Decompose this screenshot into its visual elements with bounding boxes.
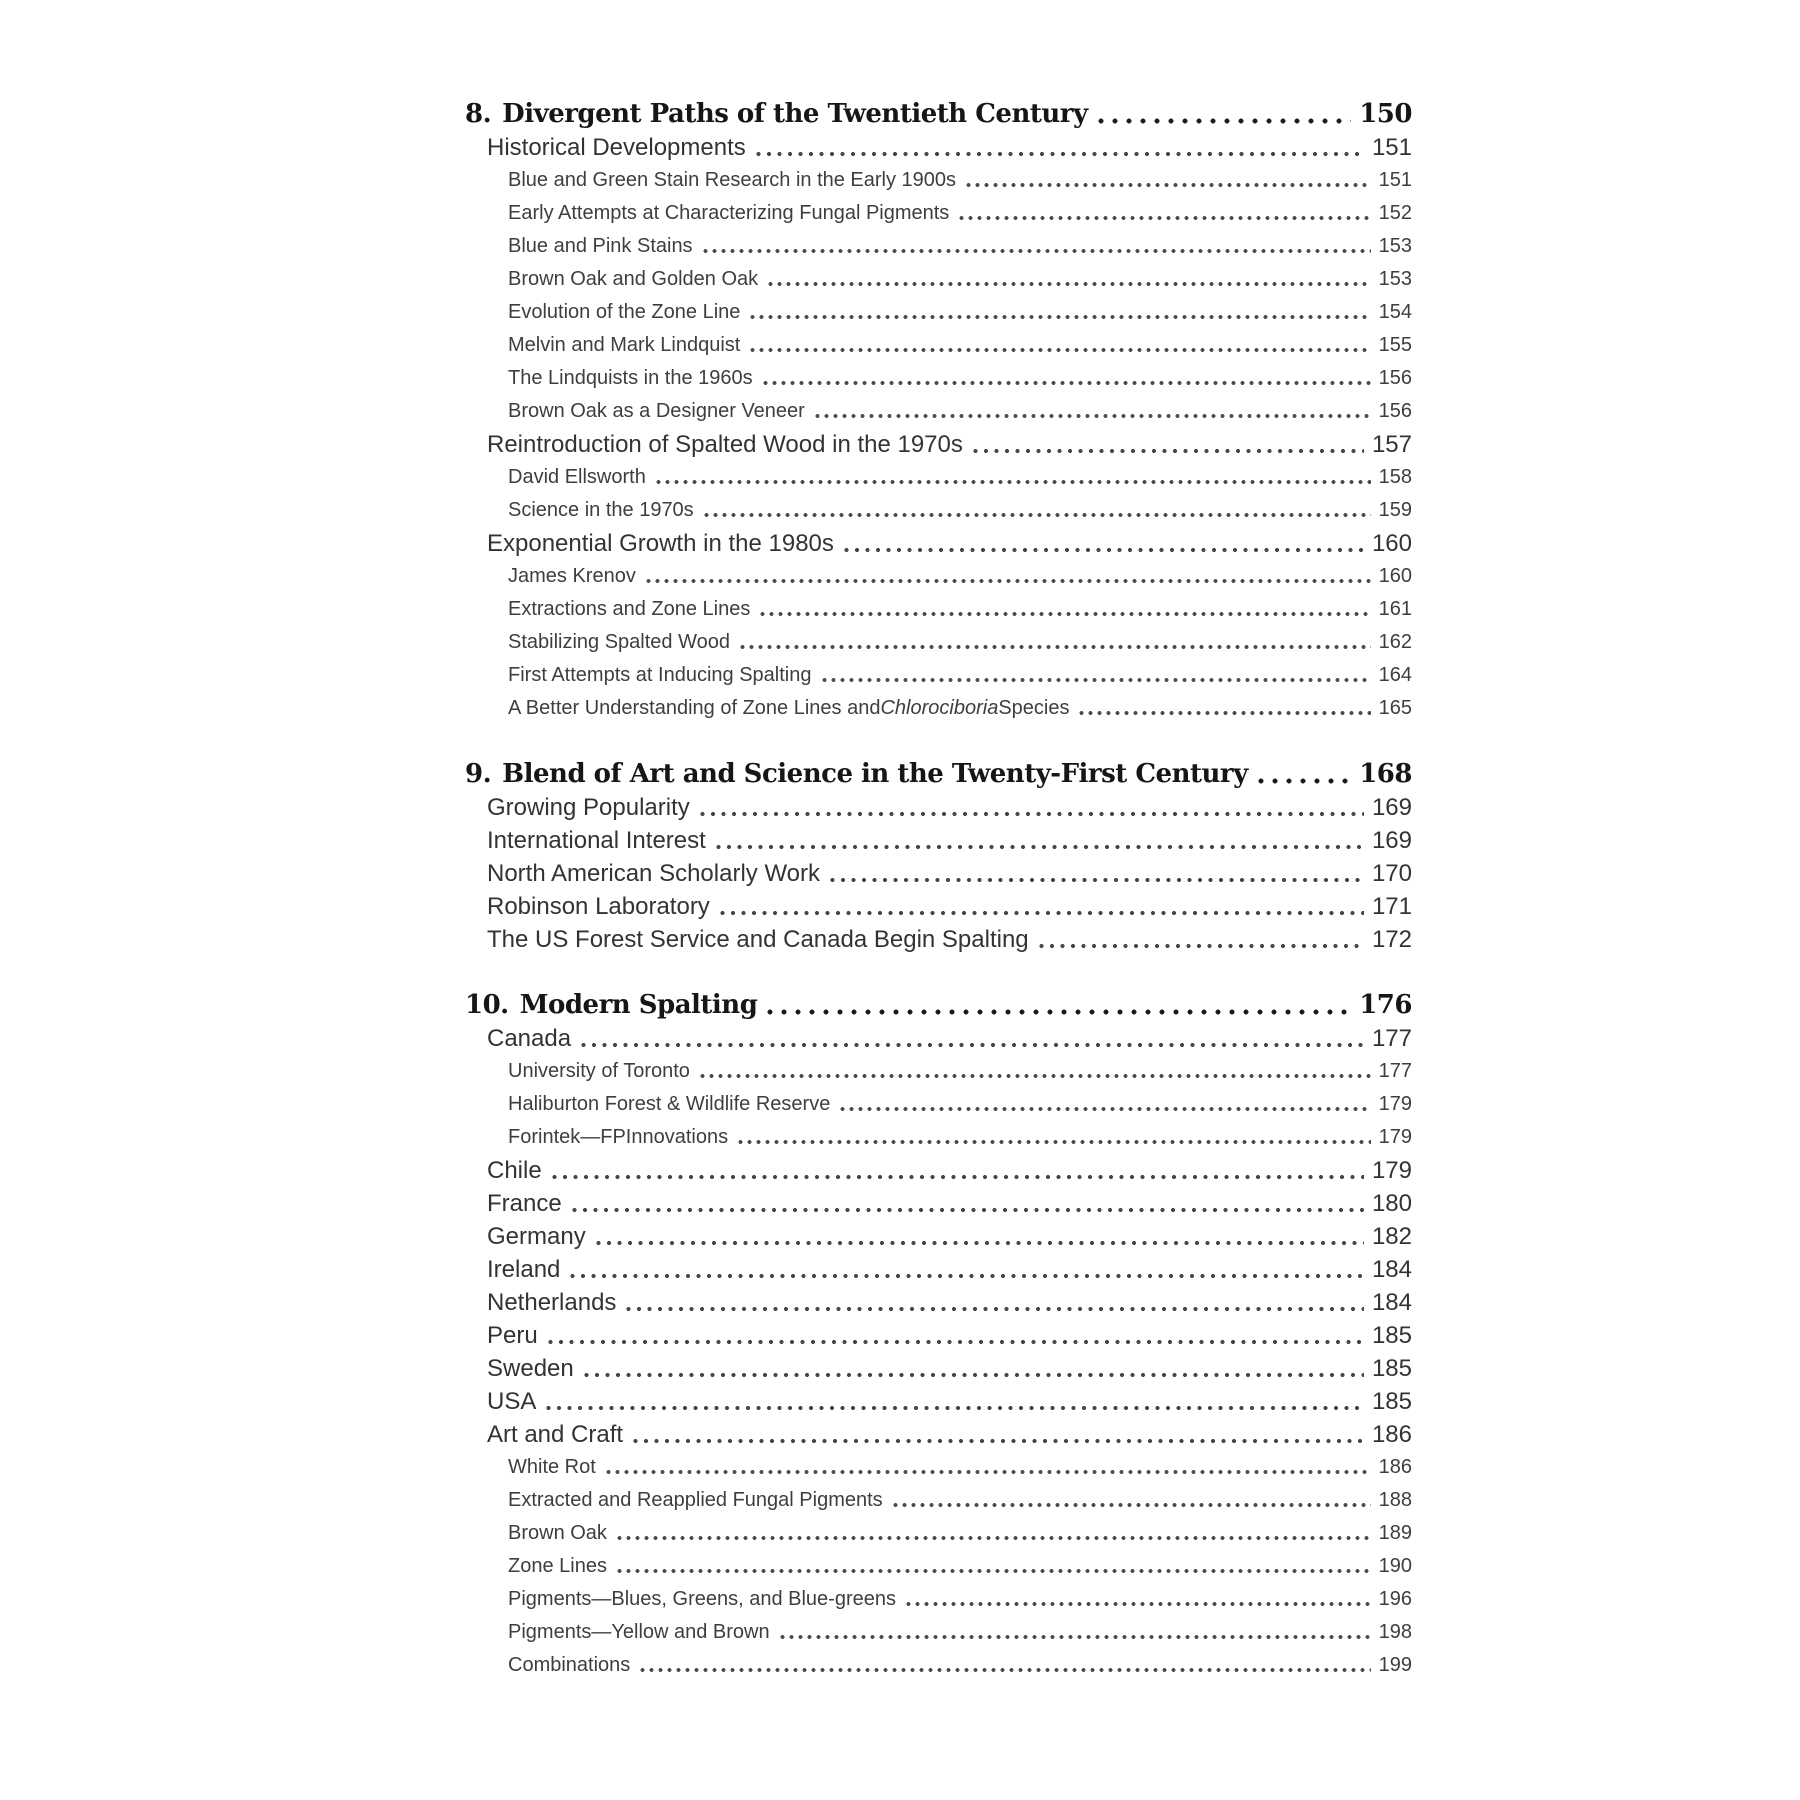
page-number: 152	[1378, 202, 1412, 224]
page-number: 157	[1371, 431, 1412, 458]
toc-entry-row	[465, 659, 1412, 692]
entry-title: Stabilizing Spalted Wood	[508, 631, 730, 653]
toc-entry-row	[465, 131, 1412, 164]
entry-title: Zone Lines	[508, 1555, 607, 1577]
page-number: 153	[1378, 268, 1412, 290]
page-number: 162	[1378, 631, 1412, 653]
dot-leader	[646, 578, 1371, 584]
entry-title: Extractions and Zone Lines	[508, 598, 751, 620]
toc-entry-row	[465, 1649, 1412, 1682]
toc-entry-row	[465, 1616, 1412, 1649]
dot-leader	[700, 1073, 1371, 1079]
dot-leader	[584, 1372, 1364, 1378]
dot-leader	[973, 448, 1364, 454]
page-number: 168	[1359, 759, 1412, 789]
toc-entry-row	[465, 230, 1412, 263]
toc-entry-row	[465, 1187, 1412, 1220]
dot-leader	[546, 1405, 1364, 1411]
entry-title: Robinson Laboratory	[487, 893, 710, 920]
toc-entry-row	[465, 890, 1412, 923]
page-number: 161	[1378, 598, 1412, 620]
entry-title: Evolution of the Zone Line	[508, 301, 741, 323]
dot-leader	[830, 877, 1364, 883]
entry-title: Reintroduction of Spalted Wood in the 1970s	[487, 431, 963, 458]
toc-section	[465, 989, 1412, 1682]
dot-leader	[617, 1535, 1371, 1541]
toc-entry-row	[465, 527, 1412, 560]
page-number: 172	[1371, 926, 1412, 953]
entry-title: Pigments—Blues, Greens, and Blue-greens	[508, 1588, 896, 1610]
entry-title: The Lindquists in the 1960s	[508, 367, 753, 389]
dot-leader	[906, 1601, 1371, 1607]
entry-title: Netherlands	[487, 1289, 617, 1316]
entry-title: International Interest	[487, 827, 706, 854]
toc-entry-row	[465, 1022, 1412, 1055]
dot-leader	[1039, 943, 1364, 949]
dot-leader	[633, 1438, 1364, 1444]
entry-title: Chile	[487, 1157, 542, 1184]
dot-leader	[1079, 710, 1370, 716]
dot-leader	[822, 677, 1371, 683]
dot-leader	[716, 844, 1364, 850]
chapter-heading-row	[465, 989, 1412, 1022]
entry-title: Extracted and Reapplied Fungal Pigments	[508, 1489, 883, 1511]
page-number: 169	[1371, 827, 1412, 854]
dot-leader	[1098, 118, 1352, 124]
toc-entry-row	[465, 824, 1412, 857]
page-number: 198	[1378, 1621, 1412, 1643]
dot-leader	[780, 1634, 1371, 1640]
chapter-title: Divergent Paths of the Twentieth Century	[502, 99, 1088, 129]
page-number: 186	[1371, 1421, 1412, 1448]
entry-title: Brown Oak as a Designer Veneer	[508, 400, 805, 422]
page-number: 180	[1371, 1190, 1412, 1217]
page-number: 171	[1371, 893, 1412, 920]
entry-title: Germany	[487, 1223, 586, 1250]
toc-entry-row	[465, 197, 1412, 230]
toc-entry-row	[465, 593, 1412, 626]
entry-title: Haliburton Forest & Wildlife Reserve	[508, 1093, 831, 1115]
chapter-heading-row	[465, 98, 1412, 131]
dot-leader	[966, 182, 1371, 188]
entry-title: USA	[487, 1388, 537, 1415]
toc-entry-row	[465, 1319, 1412, 1352]
toc-entry-row	[465, 626, 1412, 659]
toc-entry-row	[465, 494, 1412, 527]
entry-title: Brown Oak	[508, 1522, 607, 1544]
page-number: 190	[1378, 1555, 1412, 1577]
toc	[465, 98, 1412, 1682]
dot-leader	[756, 151, 1364, 157]
entry-title-suffix: Species	[998, 697, 1070, 719]
dot-leader	[720, 910, 1364, 916]
dot-leader	[763, 380, 1371, 386]
page-number: 185	[1371, 1355, 1412, 1382]
page-number: 164	[1378, 664, 1412, 686]
entry-title: Science in the 1970s	[508, 499, 694, 521]
entry-title: Combinations	[508, 1654, 631, 1676]
dot-leader	[760, 611, 1370, 617]
dot-leader	[738, 1139, 1371, 1145]
dot-leader	[552, 1174, 1364, 1180]
entry-title: Forintek—FPInnovations	[508, 1126, 729, 1148]
dot-leader	[750, 314, 1370, 320]
toc-entry-row	[465, 1055, 1412, 1088]
dot-leader	[606, 1469, 1371, 1475]
entry-title: France	[487, 1190, 562, 1217]
entry-title: Ireland	[487, 1256, 561, 1283]
entry-title: A Better Understanding of Zone Lines and	[508, 697, 881, 719]
page-number: 182	[1371, 1223, 1412, 1250]
dot-leader	[700, 811, 1364, 817]
page-number: 199	[1378, 1654, 1412, 1676]
page-number: 160	[1378, 565, 1412, 587]
toc-section	[465, 758, 1412, 956]
toc-entry-row	[465, 395, 1412, 428]
page-number: 170	[1371, 860, 1412, 887]
entry-title: Historical Developments	[487, 134, 746, 161]
page-number: 154	[1378, 301, 1412, 323]
page-number: 179	[1378, 1126, 1412, 1148]
chapter-title: Blend of Art and Science in the Twenty-First Century	[502, 759, 1248, 789]
page-number: 185	[1371, 1322, 1412, 1349]
dot-leader	[768, 281, 1370, 287]
dot-leader	[844, 547, 1364, 553]
entry-title: David Ellsworth	[508, 466, 646, 488]
toc-entry-row	[465, 560, 1412, 593]
page-number: 169	[1371, 794, 1412, 821]
entry-title: Sweden	[487, 1355, 574, 1382]
chapter-number: 9.	[465, 759, 492, 789]
toc-section	[465, 98, 1412, 725]
toc-entry-row	[465, 1517, 1412, 1550]
chapter-title: Modern Spalting	[519, 990, 758, 1020]
dot-leader	[570, 1273, 1364, 1279]
page-number: 177	[1371, 1025, 1412, 1052]
entry-title: First Attempts at Inducing Spalting	[508, 664, 812, 686]
page-number: 158	[1378, 466, 1412, 488]
dot-leader	[617, 1568, 1371, 1574]
dot-leader	[893, 1502, 1371, 1508]
chapter-number: 8.	[465, 99, 492, 129]
dot-leader	[581, 1042, 1364, 1048]
entry-title: Early Attempts at Characterizing Fungal Pigments	[508, 202, 950, 224]
toc-entry-row	[465, 428, 1412, 461]
dot-leader	[704, 512, 1371, 518]
page-number: 159	[1378, 499, 1412, 521]
chapter-heading-row	[465, 758, 1412, 791]
entry-title: North American Scholarly Work	[487, 860, 820, 887]
toc-entry-row	[465, 1583, 1412, 1616]
page-number: 156	[1378, 400, 1412, 422]
page-number: 179	[1378, 1093, 1412, 1115]
dot-leader	[767, 1009, 1351, 1015]
entry-title: Melvin and Mark Lindquist	[508, 334, 741, 356]
entry-title: Peru	[487, 1322, 538, 1349]
toc-entry-row	[465, 1550, 1412, 1583]
page-number: 176	[1359, 990, 1412, 1020]
page-number: 165	[1378, 697, 1412, 719]
toc-entry-row	[465, 692, 1412, 725]
entry-title: University of Toronto	[508, 1060, 690, 1082]
toc-entry-row	[465, 1088, 1412, 1121]
entry-title: Pigments—Yellow and Brown	[508, 1621, 770, 1643]
entry-title: White Rot	[508, 1456, 596, 1478]
page-number: 160	[1371, 530, 1412, 557]
toc-entry-row	[465, 461, 1412, 494]
entry-title: Blue and Pink Stains	[508, 235, 693, 257]
dot-leader	[750, 347, 1370, 353]
dot-leader	[596, 1240, 1364, 1246]
toc-entry-row	[465, 1286, 1412, 1319]
dot-leader	[959, 215, 1370, 221]
toc-entry-row	[465, 263, 1412, 296]
toc-entry-row	[465, 329, 1412, 362]
toc-entry-row	[465, 791, 1412, 824]
toc-entry-row	[465, 1154, 1412, 1187]
page-number: 186	[1378, 1456, 1412, 1478]
dot-leader	[640, 1667, 1370, 1673]
toc-entry-row	[465, 1385, 1412, 1418]
page-number: 153	[1378, 235, 1412, 257]
dot-leader	[1258, 778, 1352, 784]
dot-leader	[703, 248, 1371, 254]
dot-leader	[656, 479, 1371, 485]
entry-title: Canada	[487, 1025, 572, 1052]
entry-title: Brown Oak and Golden Oak	[508, 268, 759, 290]
page-number: 196	[1378, 1588, 1412, 1610]
entry-title: Growing Popularity	[487, 794, 690, 821]
toc-entry-row	[465, 1121, 1412, 1154]
page-number: 185	[1371, 1388, 1412, 1415]
toc-entry-row	[465, 1451, 1412, 1484]
dot-leader	[840, 1106, 1370, 1112]
toc-entry-row	[465, 1484, 1412, 1517]
toc-entry-row	[465, 1253, 1412, 1286]
dot-leader	[548, 1339, 1364, 1345]
toc-entry-row	[465, 296, 1412, 329]
chapter-number: 10.	[465, 990, 509, 1020]
page-number: 151	[1378, 169, 1412, 191]
entry-title: James Krenov	[508, 565, 636, 587]
page-number: 189	[1378, 1522, 1412, 1544]
page-number: 184	[1371, 1289, 1412, 1316]
dot-leader	[626, 1306, 1364, 1312]
page-number: 150	[1359, 99, 1412, 129]
page-number: 184	[1371, 1256, 1412, 1283]
page-number: 179	[1371, 1157, 1412, 1184]
entry-title: Blue and Green Stain Research in the Early 1900s	[508, 169, 957, 191]
toc-entry-row	[465, 923, 1412, 956]
entry-title: The US Forest Service and Canada Begin Spalting	[487, 926, 1029, 953]
page-number: 188	[1378, 1489, 1412, 1511]
page-number: 155	[1378, 334, 1412, 356]
toc-entry-row	[465, 1352, 1412, 1385]
toc-entry-row	[465, 1418, 1412, 1451]
entry-title-italic: Chlorociboria	[880, 697, 999, 719]
toc-entry-row	[465, 164, 1412, 197]
dot-leader	[572, 1207, 1364, 1213]
entry-title: Exponential Growth in the 1980s	[487, 530, 834, 557]
entry-title: Art and Craft	[487, 1421, 624, 1448]
toc-entry-row	[465, 1220, 1412, 1253]
dot-leader	[815, 413, 1371, 419]
dot-leader	[740, 644, 1371, 650]
page-number: 151	[1371, 134, 1412, 161]
toc-entry-row	[465, 857, 1412, 890]
page-number: 177	[1378, 1060, 1412, 1082]
toc-entry-row	[465, 362, 1412, 395]
page-number: 156	[1378, 367, 1412, 389]
